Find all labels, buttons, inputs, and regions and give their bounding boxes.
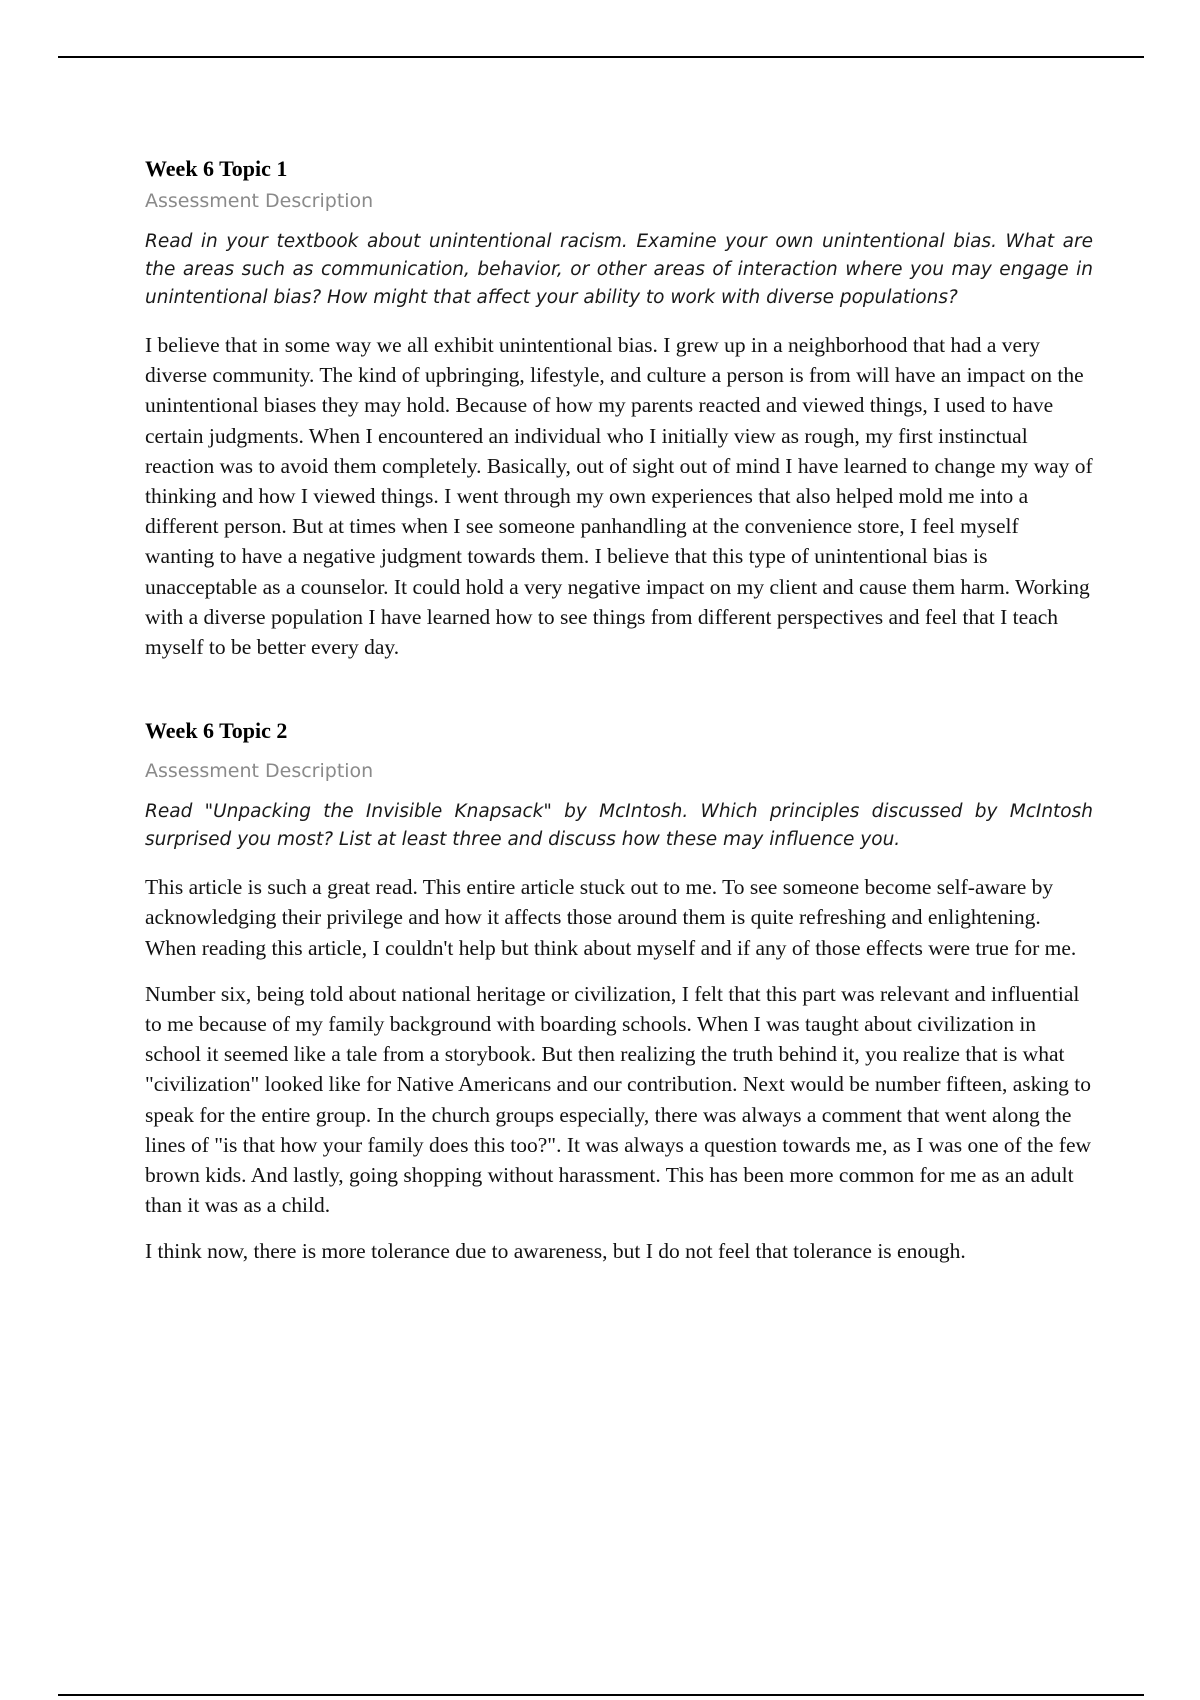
document-body bbox=[145, 154, 1093, 1267]
top-rule bbox=[58, 56, 1144, 58]
topic-2-assessment-label: Assessment Description bbox=[145, 760, 374, 783]
topic-1 bbox=[145, 154, 1093, 662]
topic-2-heading: Week 6 Topic 2 bbox=[145, 718, 288, 744]
topic-1-heading: Week 6 Topic 1 bbox=[145, 156, 288, 181]
topic-2-answer-paragraph-2: Number six, being told about national heritage or civilization, I felt that this part was relevant and influential to me because of my family background with boarding schools. When I was taught about civilization in school it seemed like a tale from a storybook. But then realizing the truth behind it, you realize that is what "civilization" looked like for Native Americans and our contribution. Next would be number fifteen, asking to speak for the entire group. In the church groups especially, there was always a comment that went along the lines of "is that how your family does this too?". It was always a question towards me, as I was one of the few brown kids. And lastly, going shopping without harassment. This has been more common for me as an adult than it was as a child. bbox=[145, 981, 1092, 1218]
topic-2-answer-paragraph-3: I think now, there is more tolerance due to awareness, but I do not feel that tolerance is enough. bbox=[145, 1239, 966, 1264]
topic-2-prompt: Read "Unpacking the Invisible Knapsack" by McIntosh. Which principles discussed by McIntosh surprised you most? List at least three and discuss how these may influence you. bbox=[145, 801, 1093, 851]
topic-2 bbox=[145, 716, 1093, 1266]
topic-1-answer-paragraph-1: I believe that in some way we all exhibit unintentional bias. I grew up in a neighborhood that had a very diverse community. The kind of upbringing, lifestyle, and culture a person is from will have an impact on the unintentional biases they may hold. Because of how my parents reacted and viewed things, I used to have certain judgments. When I encountered an individual who I initially view as rough, my first instinctual reaction was to avoid them completely. Basically, out of sight out of mind I have learned to change my way of thinking and how I viewed things. I went through my own experiences that also helped mold me into a different person. But at times when I see someone panhandling at the convenience store, I feel myself wanting to have a negative judgment towards them. I believe that this type of unintentional bias is unacceptable as a counselor. It could hold a very negative impact on my client and cause them harm. Working with a diverse population I have learned how to see things from different perspectives and feel that I teach myself to be better every day. bbox=[145, 333, 1093, 660]
topic-1-prompt: Read in your textbook about unintentional racism. Examine your own unintentional bias. What are the areas such as communication, behavior, or other areas of interaction where you may engage in unintentional bias? How might that affect your ability to work with diverse populations? bbox=[145, 231, 1093, 308]
bottom-rule bbox=[58, 1694, 1144, 1696]
topic-2-answer-paragraph-1: This article is such a great read. This entire article stuck out to me. To see someone become self-aware by acknowledging their privilege and how it affects those around them is quite refreshing and enlightening. When reading this article, I couldn't help but think about myself and if any of those effects were true for me. bbox=[145, 875, 1077, 960]
topic-1-assessment-label: Assessment Description bbox=[145, 190, 374, 212]
